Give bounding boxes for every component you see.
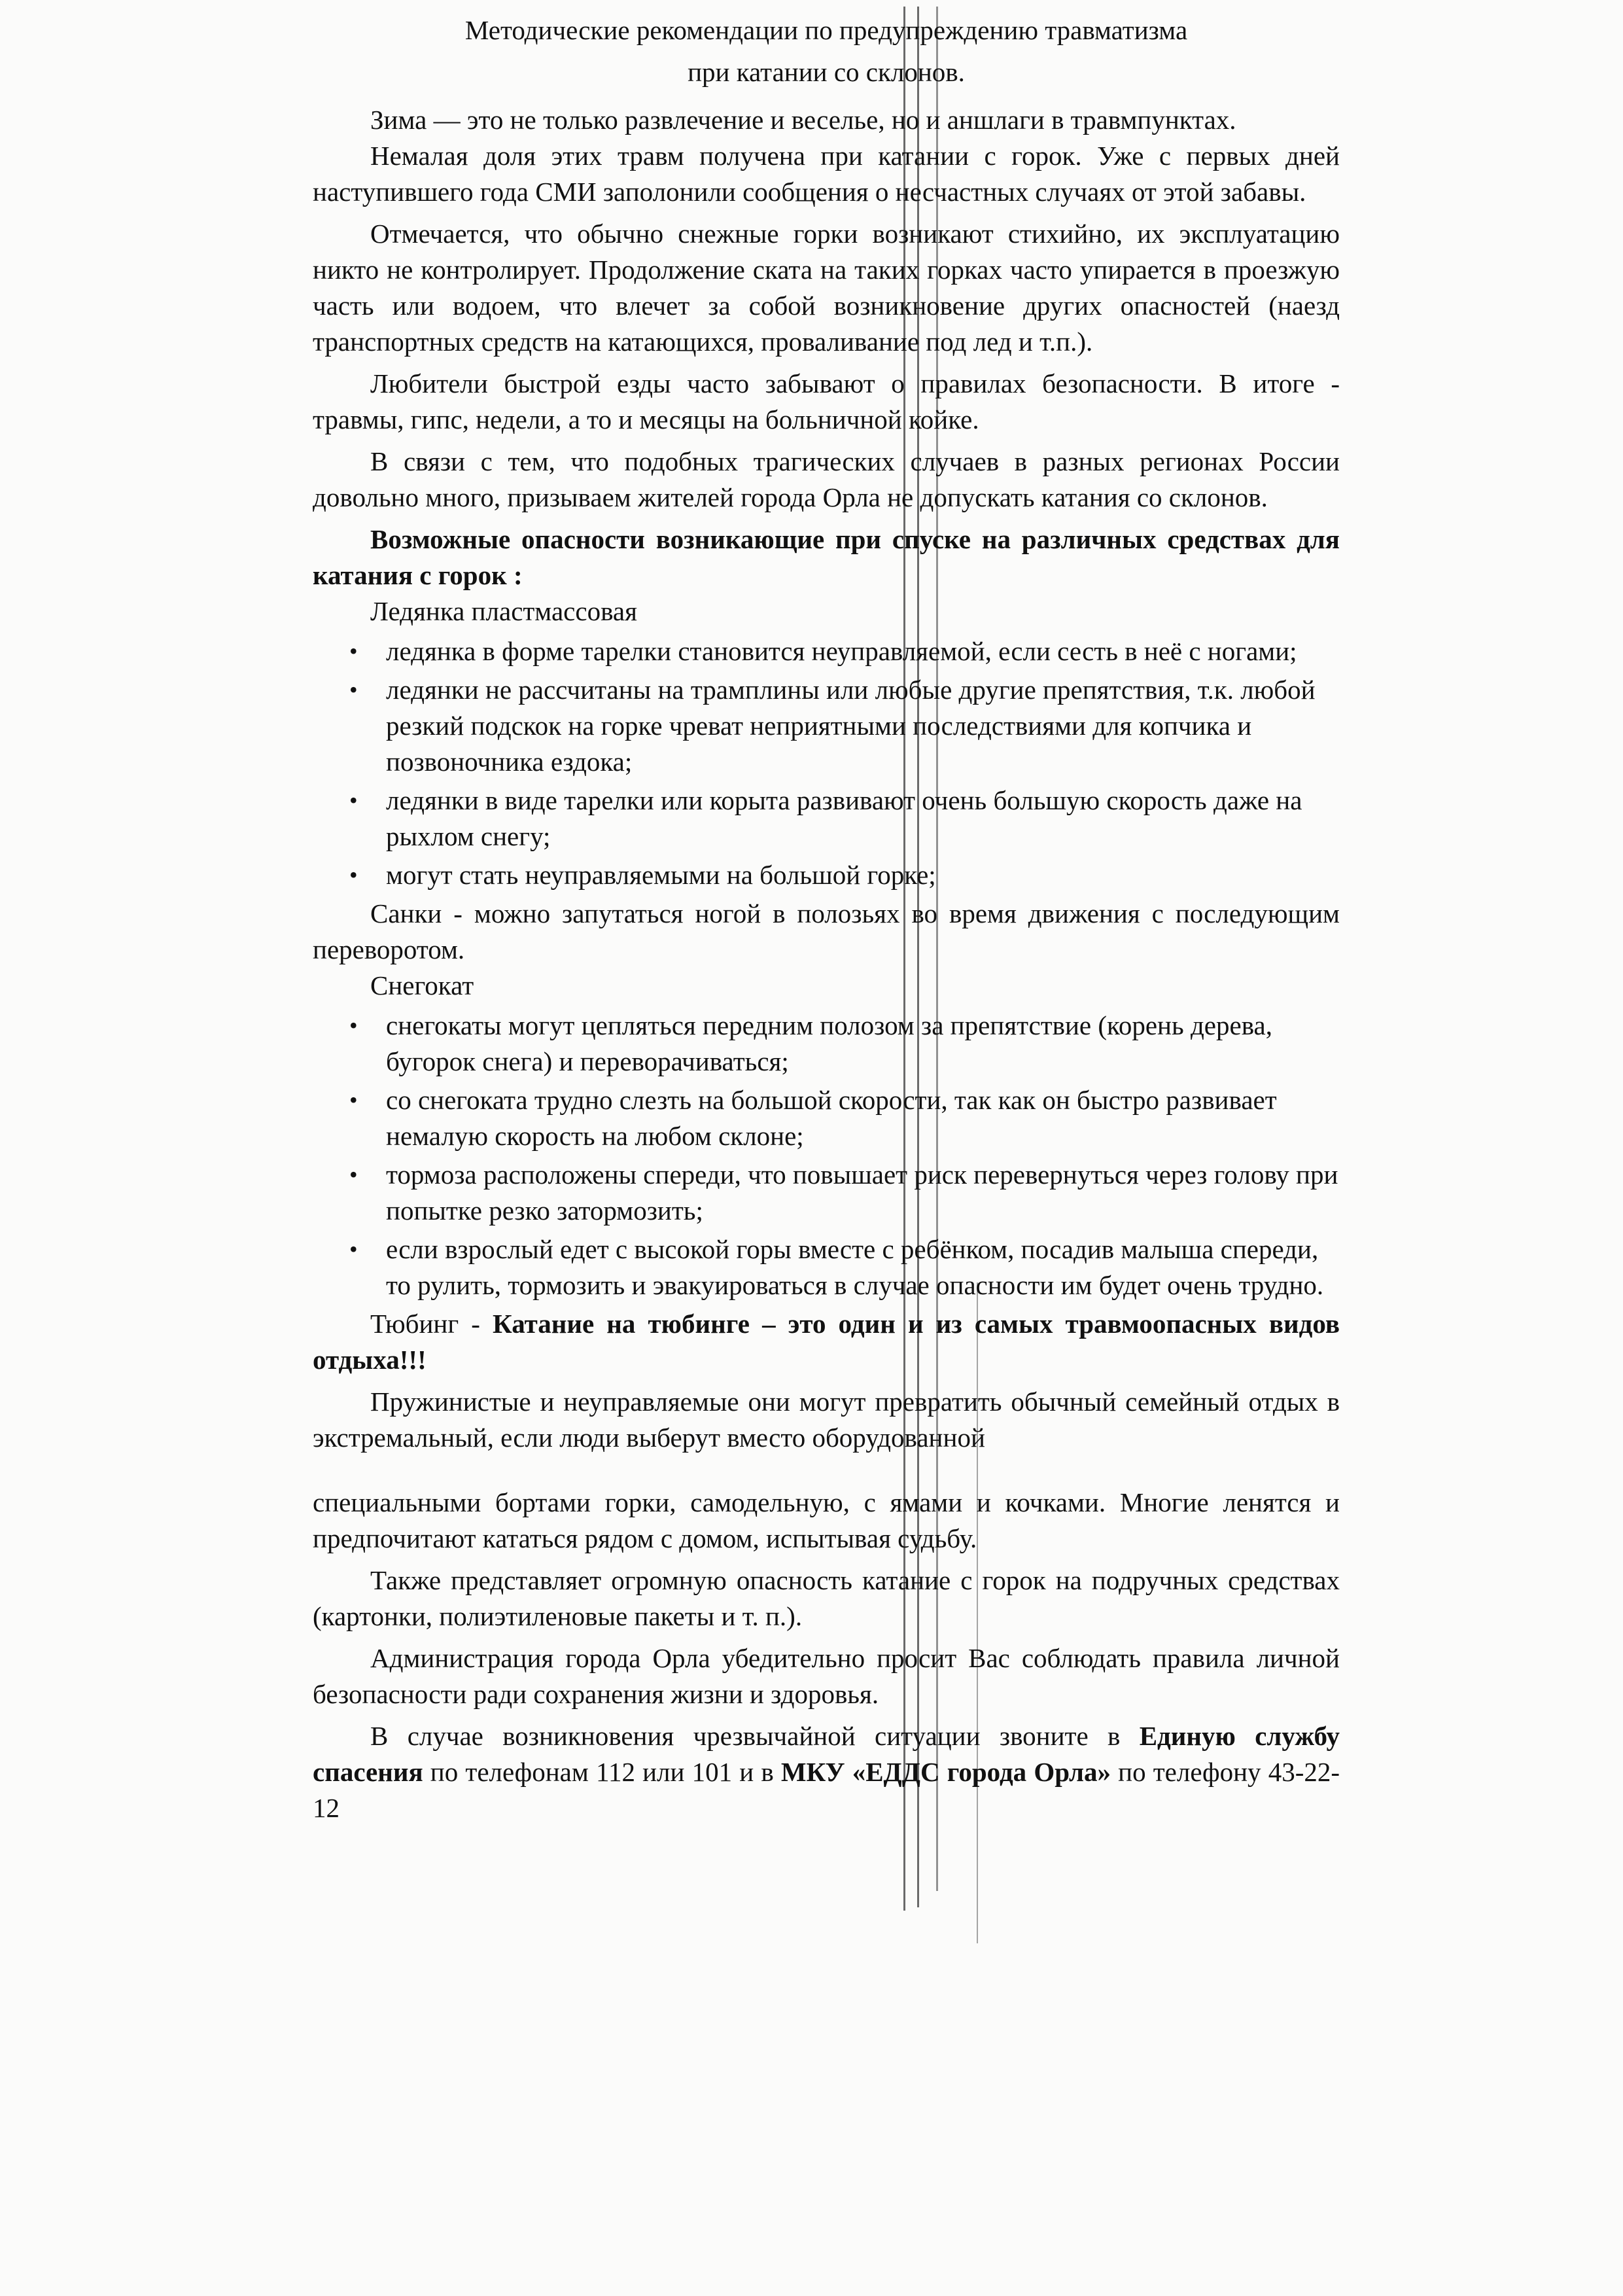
tubing-emphasis: Катание на тюбинге – это один и из самых травмоопасных видов отдыха!!!: [313, 1309, 1340, 1375]
document-body: [313, 9, 1340, 1826]
list-item: • ледянки в виде тарелки или корыта развивают очень большую скорость даже на рыхлом снегу;: [386, 783, 1340, 855]
list-item: • ледянка в форме тарелки становится неуправляемой, если сесть в неё с ногами;: [386, 633, 1340, 669]
list-item: • если взрослый едет с высокой горы вместе с ребёнком, посадив малыша спереди, то рулить, тормозить и эвакуироваться в случае опасности им будет очень трудно.: [386, 1231, 1340, 1303]
tubing-lead: Тюбинг -: [370, 1309, 493, 1339]
ledyanka-label: Ледянка пластмассовая: [370, 596, 637, 626]
list-item: • снегокаты могут цепляться передним полозом за препятствие (корень дерева, бугорок снега) и переворачиваться;: [386, 1008, 1340, 1080]
tubing-text: Пружинистые и неуправляемые они могут превратить обычный семейный отдых в экстремальный, если люди выберут вместо оборудованной: [313, 1386, 1340, 1453]
intro-paragraph: Любители быстрой езды часто забывают о правилах безопасности. В итоге - травмы, гипс, недели, а то и месяцы на больничной койке.: [313, 368, 1340, 434]
emergency-service-name: Единую службу спасения: [313, 1721, 1340, 1787]
intro-paragraph: Немалая доля этих травм получена при катании с горок. Уже с первых дней наступившего года СМИ заполонили сообщения о несчастных случаях от этой забавы.: [313, 141, 1340, 207]
intro-paragraph: Зима — это не только развлечение и веселье, но и аншлаги в травмпунктах.: [370, 105, 1236, 135]
emergency-text: по телефонам 112 или 101 и в: [423, 1757, 781, 1787]
intro-paragraph: Отмечается, что обычно снежные горки возникают стихийно, их эксплуатацию никто не контролирует. Продолжение ската на таких горках часто упирается в проезжую часть или водоем, что влечет за собой возникновение других опасностей (наезд транспортных средств на катающихся, проваливание под лед и т.п.).: [313, 219, 1340, 357]
sanki-paragraph: Санки - можно запутаться ногой в полозьях во время движения с последующим переворотом.: [313, 898, 1340, 964]
tubing-text-continued: специальными бортами горки, самодельную, с ямами и кочками. Многие ленятся и предпочитают кататься рядом с домом, испытывая судьбу.: [313, 1487, 1340, 1553]
list-item: • тормоза расположены спереди, что повышает риск перевернуться через голову при попытке резко затормозить;: [386, 1157, 1340, 1229]
list-item: • со снегоката трудно слезть на большой скорости, так как он быстро развивает немалую скорость на любом склоне;: [386, 1082, 1340, 1154]
emergency-text: по телефону 43-22-12: [313, 1757, 1340, 1823]
list-item: • могут стать неуправляемыми на большой горке;: [386, 857, 1340, 893]
doc-title-line-2: при катании со склонов.: [688, 57, 965, 87]
edds-name: МКУ «ЕДДС города Орла»: [780, 1757, 1111, 1787]
list-item: • ледянки не рассчитаны на трамплины или любые другие препятствия, т.к. любой резкий подскок на горке чреват неприятными последствиями для копчика и позвоночника ездока;: [386, 672, 1340, 780]
dangers-heading-text: Возможные опасности возникающие при спуске на различных средствах для катания с горок :: [313, 524, 1340, 590]
snegokat-label: Снегокат: [370, 970, 474, 1000]
intro-paragraph: В связи с тем, что подобных трагических случаев в разных регионах России довольно много, призываем жителей города Орла не допускать катания со склонов.: [313, 446, 1340, 512]
dangers-heading: [313, 521, 1340, 593]
tubing-paragraph: [313, 1306, 1340, 1378]
doc-title-line-1: Методические рекомендации по предупреждению травматизма: [464, 15, 1188, 45]
emergency-paragraph: [313, 1718, 1340, 1826]
closing-paragraph: Также представляет огромную опасность катание с горок на подручных средствах (картонки, полиэтиленовые пакеты и т. п.).: [313, 1565, 1340, 1631]
emergency-text: В случае возникновения чрезвычайной ситуации звоните в: [370, 1721, 1140, 1751]
closing-paragraph: Администрация города Орла убедительно просит Вас соблюдать правила личной безопасности ради сохранения жизни и здоровья.: [313, 1643, 1340, 1709]
snegokat-list: [313, 1008, 1340, 1303]
ledyanka-list: [313, 633, 1340, 893]
